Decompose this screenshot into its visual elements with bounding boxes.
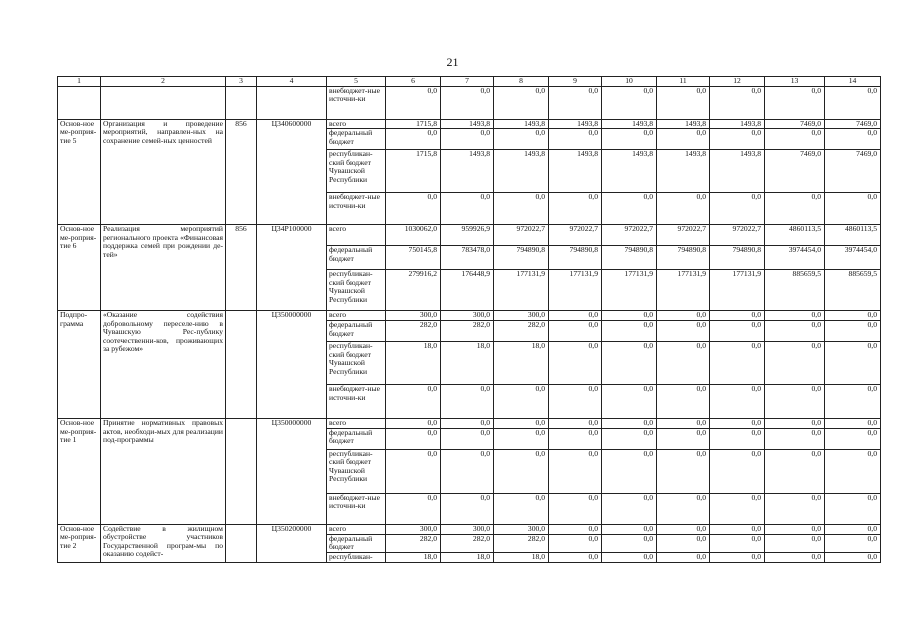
funding-source-cell: всего <box>327 225 386 246</box>
amount-cell: 0,0 <box>441 385 494 419</box>
amount-cell: 959926,9 <box>441 225 494 246</box>
amount-cell: 0,0 <box>657 534 710 552</box>
amount-cell: 0,0 <box>602 524 657 534</box>
column-number: 8 <box>494 77 549 87</box>
funding-source-cell: всего <box>327 120 386 129</box>
amount-cell: 0,0 <box>825 385 881 419</box>
amount-cell: 1493,8 <box>494 120 549 129</box>
amount-cell: 1715,8 <box>386 120 441 129</box>
amount-cell: 3974454,0 <box>765 246 825 270</box>
amount-cell: 18,0 <box>494 342 549 385</box>
amount-cell: 177131,9 <box>657 270 710 311</box>
amount-cell: 1493,8 <box>549 120 602 129</box>
amount-cell: 0,0 <box>765 552 825 562</box>
budget-table <box>57 76 881 563</box>
amount-cell: 0,0 <box>825 193 881 225</box>
amount-cell: 0,0 <box>657 419 710 428</box>
row-kind-cell: Основ-ное ме-роприя-тие 6 <box>58 225 101 311</box>
amount-cell: 0,0 <box>602 385 657 419</box>
funding-source-cell: внебюджет-ные источни-ки <box>327 193 386 225</box>
kcsr-code-cell: Ц350200000 <box>257 524 327 562</box>
amount-cell: 0,0 <box>825 428 881 449</box>
amount-cell: 0,0 <box>602 129 657 150</box>
amount-cell: 0,0 <box>710 87 765 120</box>
amount-cell: 1493,8 <box>494 150 549 193</box>
amount-cell: 0,0 <box>602 552 657 562</box>
amount-cell: 794890,8 <box>657 246 710 270</box>
amount-cell: 0,0 <box>602 419 657 428</box>
funding-source-cell: республикан-ский бюджет Чувашской Республики <box>327 449 386 493</box>
amount-cell: 1493,8 <box>657 150 710 193</box>
funding-source-cell: всего <box>327 524 386 534</box>
amount-cell: 794890,8 <box>494 246 549 270</box>
amount-cell: 0,0 <box>825 534 881 552</box>
amount-cell: 0,0 <box>825 552 881 562</box>
amount-cell: 0,0 <box>441 193 494 225</box>
funding-source-cell: внебюджет-ные источни-ки <box>327 385 386 419</box>
amount-cell: 0,0 <box>494 87 549 120</box>
amount-cell: 0,0 <box>386 428 441 449</box>
amount-cell: 0,0 <box>710 524 765 534</box>
amount-cell: 300,0 <box>494 524 549 534</box>
amount-cell: 176448,9 <box>441 270 494 311</box>
amount-cell: 0,0 <box>657 342 710 385</box>
column-number: 10 <box>602 77 657 87</box>
amount-cell: 300,0 <box>441 524 494 534</box>
amount-cell: 1493,8 <box>441 150 494 193</box>
table-row <box>58 419 881 428</box>
amount-cell: 0,0 <box>441 87 494 120</box>
page-number: 21 <box>446 55 459 69</box>
column-number: 6 <box>386 77 441 87</box>
amount-cell: 0,0 <box>825 449 881 493</box>
amount-cell: 279916,2 <box>386 270 441 311</box>
funding-source-cell: внебюджет-ные источни-ки <box>327 493 386 524</box>
amount-cell: 1715,8 <box>386 150 441 193</box>
amount-cell: 18,0 <box>494 552 549 562</box>
funding-source-cell: республикан-ский бюджет Чувашской Республики <box>327 270 386 311</box>
column-number: 3 <box>226 77 257 87</box>
amount-cell: 1493,8 <box>602 150 657 193</box>
column-number-row <box>58 77 881 87</box>
amount-cell: 0,0 <box>549 419 602 428</box>
amount-cell: 0,0 <box>710 493 765 524</box>
amount-cell: 0,0 <box>657 321 710 342</box>
column-number: 12 <box>710 77 765 87</box>
amount-cell: 0,0 <box>602 449 657 493</box>
column-number: 11 <box>657 77 710 87</box>
amount-cell: 1493,8 <box>710 150 765 193</box>
amount-cell: 972022,7 <box>494 225 549 246</box>
amount-cell: 0,0 <box>710 129 765 150</box>
amount-cell: 0,0 <box>657 428 710 449</box>
amount-cell: 0,0 <box>549 193 602 225</box>
amount-cell: 0,0 <box>825 321 881 342</box>
amount-cell: 972022,7 <box>602 225 657 246</box>
amount-cell: 0,0 <box>602 87 657 120</box>
amount-cell: 0,0 <box>657 385 710 419</box>
row-name-cell: Реализация мероприятий регионального проекта «Финансовая поддержка семей при рождении де-тей» <box>101 225 226 311</box>
amount-cell: 0,0 <box>441 419 494 428</box>
row-kind-cell: Подпро-грамма <box>58 311 101 419</box>
amount-cell: 0,0 <box>710 428 765 449</box>
amount-cell: 1493,8 <box>710 120 765 129</box>
grbs-code-cell: 856 <box>226 225 257 311</box>
amount-cell: 0,0 <box>825 419 881 428</box>
amount-cell: 0,0 <box>765 311 825 321</box>
amount-cell: 0,0 <box>657 449 710 493</box>
amount-cell: 0,0 <box>825 311 881 321</box>
funding-source-cell: внебюджет-ные источни-ки <box>327 87 386 120</box>
amount-cell: 0,0 <box>602 493 657 524</box>
amount-cell: 0,0 <box>549 87 602 120</box>
grbs-code-cell <box>226 311 257 419</box>
amount-cell: 0,0 <box>494 193 549 225</box>
grbs-code-cell: 856 <box>226 120 257 225</box>
amount-cell: 18,0 <box>441 342 494 385</box>
amount-cell: 7469,0 <box>765 120 825 129</box>
amount-cell: 18,0 <box>441 552 494 562</box>
kcsr-code-cell: Ц350000000 <box>257 311 327 419</box>
row-name-cell: Принятие нормативных правовых актов, необходи-мых для реализации под-программы <box>101 419 226 524</box>
amount-cell: 0,0 <box>765 342 825 385</box>
amount-cell: 0,0 <box>825 524 881 534</box>
table-row <box>58 87 881 120</box>
amount-cell: 0,0 <box>441 449 494 493</box>
amount-cell: 0,0 <box>602 342 657 385</box>
amount-cell: 3974454,0 <box>825 246 881 270</box>
amount-cell: 0,0 <box>549 524 602 534</box>
amount-cell: 0,0 <box>710 534 765 552</box>
amount-cell: 0,0 <box>386 87 441 120</box>
row-name-cell <box>101 87 226 120</box>
amount-cell: 1030062,0 <box>386 225 441 246</box>
grbs-code-cell <box>226 87 257 120</box>
column-number: 2 <box>101 77 226 87</box>
column-number: 4 <box>257 77 327 87</box>
amount-cell: 300,0 <box>441 311 494 321</box>
amount-cell: 750145,8 <box>386 246 441 270</box>
table-row <box>58 120 881 129</box>
amount-cell: 794890,8 <box>602 246 657 270</box>
amount-cell: 0,0 <box>441 129 494 150</box>
amount-cell: 177131,9 <box>710 270 765 311</box>
amount-cell: 0,0 <box>494 449 549 493</box>
funding-source-cell: федеральный бюджет <box>327 428 386 449</box>
amount-cell: 972022,7 <box>710 225 765 246</box>
amount-cell: 0,0 <box>710 193 765 225</box>
amount-cell: 177131,9 <box>602 270 657 311</box>
amount-cell: 0,0 <box>710 342 765 385</box>
amount-cell: 0,0 <box>494 493 549 524</box>
amount-cell: 0,0 <box>549 449 602 493</box>
amount-cell: 177131,9 <box>494 270 549 311</box>
amount-cell: 0,0 <box>549 534 602 552</box>
amount-cell: 0,0 <box>549 493 602 524</box>
amount-cell: 282,0 <box>494 321 549 342</box>
column-number: 1 <box>58 77 101 87</box>
amount-cell: 794890,8 <box>710 246 765 270</box>
row-name-cell: Содействие в жилищном обустройстве участников Государственной програм-мы по оказанию содейст- <box>101 524 226 562</box>
amount-cell: 4860113,5 <box>765 225 825 246</box>
amount-cell: 282,0 <box>386 534 441 552</box>
amount-cell: 0,0 <box>710 419 765 428</box>
amount-cell: 0,0 <box>549 129 602 150</box>
column-number: 7 <box>441 77 494 87</box>
funding-source-cell: федеральный бюджет <box>327 534 386 552</box>
kcsr-code-cell: Ц34P100000 <box>257 225 327 311</box>
row-kind-cell: Основ-ное ме-роприя-тие 5 <box>58 120 101 225</box>
amount-cell: 0,0 <box>386 493 441 524</box>
column-number: 14 <box>825 77 881 87</box>
amount-cell: 0,0 <box>657 311 710 321</box>
amount-cell: 282,0 <box>441 321 494 342</box>
amount-cell: 0,0 <box>657 193 710 225</box>
kcsr-code-cell <box>257 87 327 120</box>
table-row <box>58 225 881 246</box>
column-number: 13 <box>765 77 825 87</box>
amount-cell: 0,0 <box>765 385 825 419</box>
amount-cell: 0,0 <box>710 311 765 321</box>
amount-cell: 0,0 <box>441 493 494 524</box>
amount-cell: 4860113,5 <box>825 225 881 246</box>
grbs-code-cell <box>226 524 257 562</box>
amount-cell: 0,0 <box>549 311 602 321</box>
amount-cell: 282,0 <box>494 534 549 552</box>
amount-cell: 0,0 <box>710 385 765 419</box>
kcsr-code-cell: Ц350000000 <box>257 419 327 524</box>
amount-cell: 0,0 <box>765 493 825 524</box>
amount-cell: 0,0 <box>602 193 657 225</box>
funding-source-cell: республикан- <box>327 552 386 562</box>
funding-source-cell: федеральный бюджет <box>327 129 386 150</box>
amount-cell: 0,0 <box>825 87 881 120</box>
amount-cell: 885659,5 <box>825 270 881 311</box>
amount-cell: 0,0 <box>386 419 441 428</box>
amount-cell: 972022,7 <box>549 225 602 246</box>
amount-cell: 0,0 <box>494 385 549 419</box>
amount-cell: 0,0 <box>602 534 657 552</box>
amount-cell: 0,0 <box>549 321 602 342</box>
amount-cell: 7469,0 <box>765 150 825 193</box>
amount-cell: 0,0 <box>710 552 765 562</box>
amount-cell: 0,0 <box>386 385 441 419</box>
amount-cell: 0,0 <box>602 321 657 342</box>
amount-cell: 0,0 <box>657 524 710 534</box>
grbs-code-cell <box>226 419 257 524</box>
amount-cell: 0,0 <box>825 342 881 385</box>
amount-cell: 0,0 <box>657 87 710 120</box>
amount-cell: 1493,8 <box>441 120 494 129</box>
amount-cell: 0,0 <box>825 493 881 524</box>
amount-cell: 18,0 <box>386 552 441 562</box>
amount-cell: 0,0 <box>549 552 602 562</box>
amount-cell: 7469,0 <box>825 120 881 129</box>
amount-cell: 0,0 <box>710 321 765 342</box>
amount-cell: 0,0 <box>494 129 549 150</box>
amount-cell: 0,0 <box>765 87 825 120</box>
amount-cell: 282,0 <box>386 321 441 342</box>
amount-cell: 0,0 <box>710 449 765 493</box>
row-kind-cell: Основ-ное ме-роприя-тие 1 <box>58 419 101 524</box>
row-name-cell: Организация и проведение мероприятий, направлен-ных на сохранение семей-ных ценностей <box>101 120 226 225</box>
amount-cell: 1493,8 <box>657 120 710 129</box>
amount-cell: 0,0 <box>602 428 657 449</box>
amount-cell: 0,0 <box>657 552 710 562</box>
amount-cell: 282,0 <box>441 534 494 552</box>
amount-cell: 885659,5 <box>765 270 825 311</box>
funding-source-cell: всего <box>327 311 386 321</box>
amount-cell: 0,0 <box>657 493 710 524</box>
amount-cell: 0,0 <box>657 129 710 150</box>
amount-cell: 1493,8 <box>549 150 602 193</box>
amount-cell: 794890,8 <box>549 246 602 270</box>
amount-cell: 0,0 <box>765 321 825 342</box>
amount-cell: 0,0 <box>386 193 441 225</box>
amount-cell: 0,0 <box>386 129 441 150</box>
amount-cell: 0,0 <box>765 524 825 534</box>
funding-source-cell: республикан-ский бюджет Чувашской Республики <box>327 342 386 385</box>
amount-cell: 0,0 <box>494 419 549 428</box>
amount-cell: 0,0 <box>549 342 602 385</box>
funding-source-cell: всего <box>327 419 386 428</box>
amount-cell: 0,0 <box>549 428 602 449</box>
funding-source-cell: федеральный бюджет <box>327 246 386 270</box>
amount-cell: 0,0 <box>765 428 825 449</box>
amount-cell: 0,0 <box>386 449 441 493</box>
amount-cell: 0,0 <box>765 129 825 150</box>
amount-cell: 18,0 <box>386 342 441 385</box>
funding-source-cell: федеральный бюджет <box>327 321 386 342</box>
kcsr-code-cell: Ц340600000 <box>257 120 327 225</box>
amount-cell: 300,0 <box>494 311 549 321</box>
amount-cell: 0,0 <box>765 193 825 225</box>
column-number: 5 <box>327 77 386 87</box>
table-row <box>58 311 881 321</box>
amount-cell: 0,0 <box>765 534 825 552</box>
amount-cell: 972022,7 <box>657 225 710 246</box>
table-row <box>58 524 881 534</box>
amount-cell: 300,0 <box>386 524 441 534</box>
amount-cell: 783478,0 <box>441 246 494 270</box>
row-name-cell: «Оказание содействия добровольному переселе-нию в Чувашскую Рес-публику соотечественни-ков, проживающих за рубежом» <box>101 311 226 419</box>
amount-cell: 0,0 <box>765 419 825 428</box>
amount-cell: 0,0 <box>765 449 825 493</box>
column-number: 9 <box>549 77 602 87</box>
row-kind-cell <box>58 87 101 120</box>
amount-cell: 7469,0 <box>825 150 881 193</box>
amount-cell: 0,0 <box>494 428 549 449</box>
amount-cell: 0,0 <box>549 385 602 419</box>
amount-cell: 300,0 <box>386 311 441 321</box>
amount-cell: 0,0 <box>441 428 494 449</box>
amount-cell: 0,0 <box>602 311 657 321</box>
amount-cell: 177131,9 <box>549 270 602 311</box>
row-kind-cell: Основ-ное ме-роприя-тие 2 <box>58 524 101 562</box>
amount-cell: 1493,8 <box>602 120 657 129</box>
amount-cell: 0,0 <box>825 129 881 150</box>
funding-source-cell: республикан-ский бюджет Чувашской Республики <box>327 150 386 193</box>
